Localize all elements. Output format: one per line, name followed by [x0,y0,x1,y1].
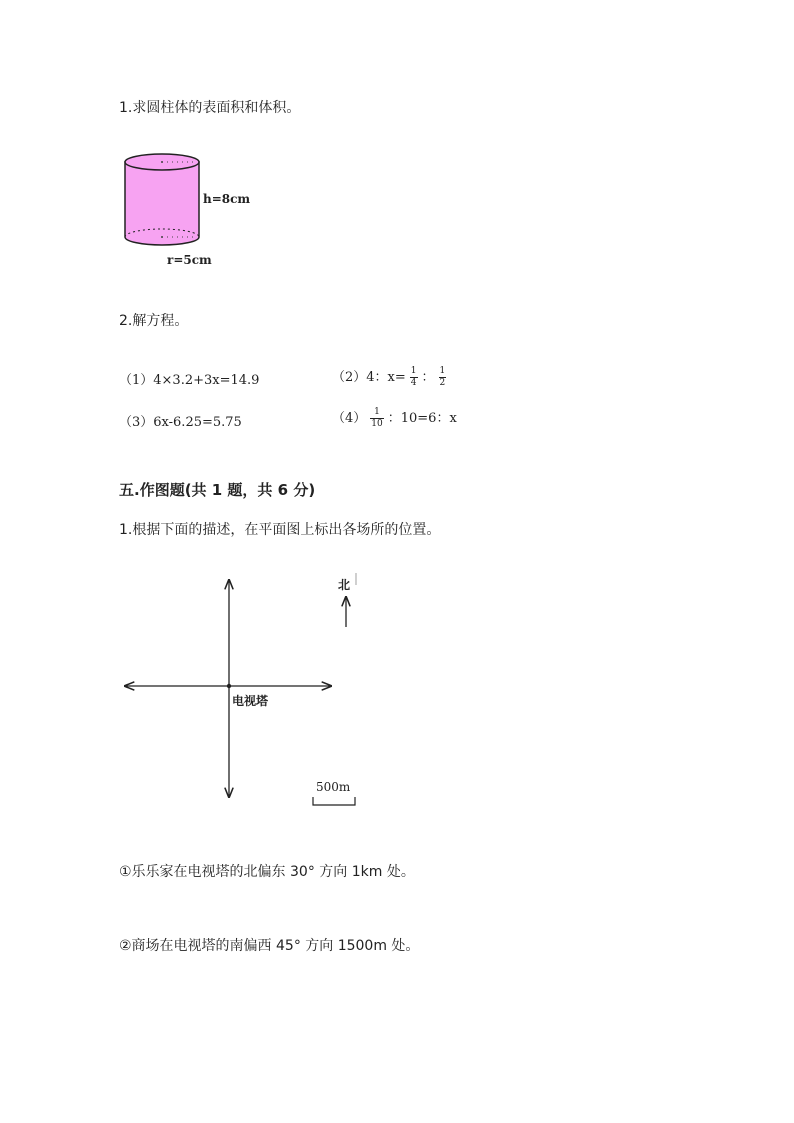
map-figure [115,565,375,815]
question-2-text: 2.解方程。 [119,313,189,329]
equation-1: （1）4×3.2+3x=14.9 [119,373,260,388]
equation-2 [332,365,450,391]
fraction-denominator: 4 [410,378,417,388]
scale-bar [313,797,355,805]
center-point [227,684,231,688]
tv-tower-label: 电视塔 [232,694,269,708]
item-1: ①乐乐家在电视塔的北偏东 30° 方向 1km 处。 [119,864,415,880]
fraction-numerator: 1 [410,366,417,376]
question-5-1-text: 1.根据下面的描述，在平面图上标出各场所的位置。 [119,522,441,538]
equation-3: （3）6x-6.25=5.75 [119,415,242,430]
north-label: 北 [338,578,351,592]
fraction-numerator: 1 [439,366,446,376]
equation-4-prefix: （4） [332,411,367,426]
fraction-numerator: 1 [370,407,383,419]
equation-2-separator: ： [421,370,435,385]
section-5-heading: 五.作图题(共 1 题，共 6 分) [119,481,316,499]
cylinder-body [125,162,199,245]
fraction-denominator: 10 [371,419,383,429]
question-1-text: 1.求圆柱体的表面积和体积。 [119,100,301,116]
fraction-denominator: 2 [439,378,446,388]
item-2: ②商场在电视塔的南偏西 45° 方向 1500m 处。 [119,938,420,954]
equation-4-rest: ：10=6：x [387,411,457,426]
equation-2-prefix: （2）4：x= [332,370,406,385]
radius-label: r=5cm [167,253,212,267]
scale-label: 500m [316,780,351,794]
height-label: h=8cm [203,192,251,206]
equation-2-fraction-2 [439,366,447,389]
cylinder-figure [115,148,255,273]
equation-4-fraction [370,407,383,430]
equation-4 [332,406,457,432]
equation-2-fraction-1 [410,366,418,389]
